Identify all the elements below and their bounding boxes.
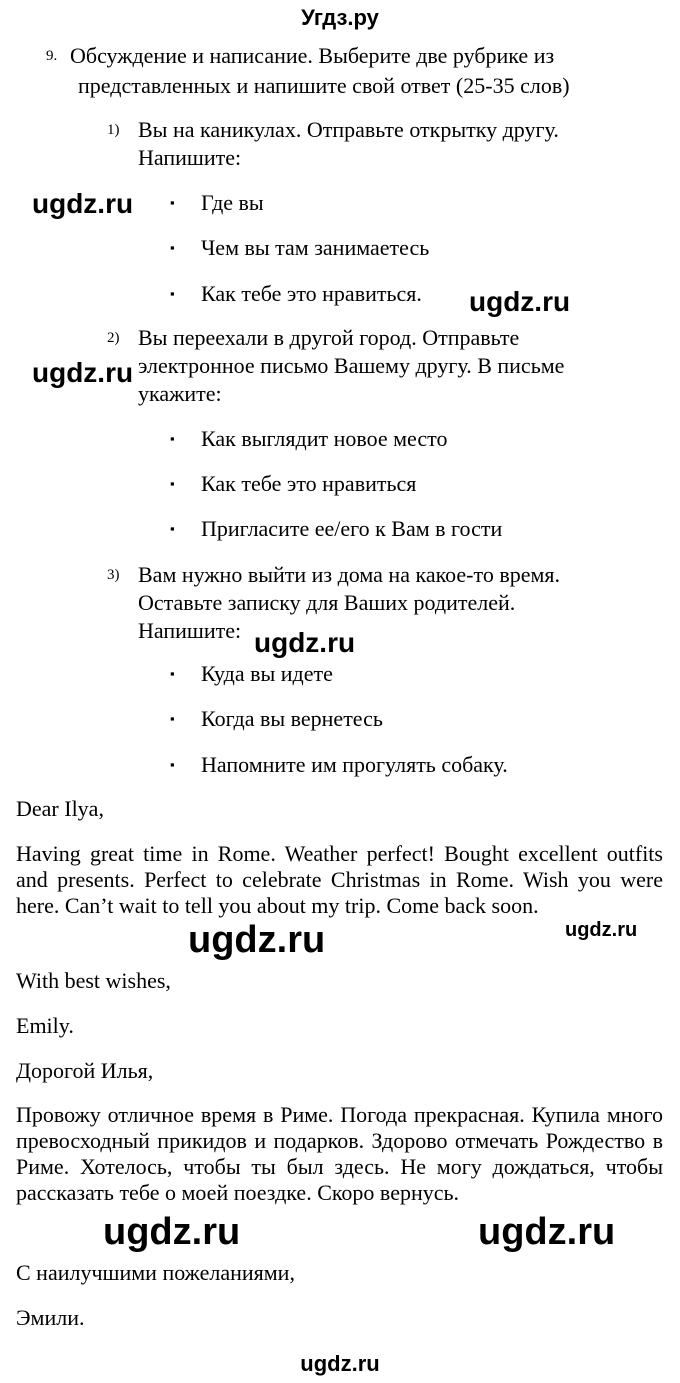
option-2-line-1: Вы переехали в другой город. Отправьте: [138, 325, 520, 350]
option-1-line-2: Напишите:: [138, 145, 242, 170]
task-title-line-1: Обсуждение и написание. Выберите две рубрике из: [70, 43, 555, 68]
option-3-line-2: Оставьте записку для Ваших родителей.: [138, 590, 516, 615]
option-2-line-3: укажите:: [138, 381, 222, 406]
option-1-line-1: Вы на каникулах. Отправьте открытку другу.: [138, 117, 559, 142]
letter-ru-body: Провожу отличное время в Риме. Погода прекрасная. Купила много превосходный прикидов и подарков. Здорово отмечать Рождество в Риме. Хотелось, чтобы ты был здесь. Не могу дождаться, чтобы рассказать тебе о моей поездке. Скоро вернусь.: [16, 1102, 663, 1205]
watermark: ugdz.ru: [188, 919, 326, 961]
option-3-bullet-2: Когда вы вернетесь: [201, 706, 383, 731]
option-2-bullet-2: Как тебе это нравиться: [201, 471, 417, 496]
bullet-marker: ▪: [170, 286, 175, 301]
option-3-line-3: Напишите:: [138, 618, 242, 643]
option-1-bullet-3: Как тебе это нравиться.: [201, 281, 422, 306]
letter-ru-signature: Эмили.: [16, 1305, 85, 1330]
option-1-bullet-2: Чем вы там занимаетесь: [201, 235, 430, 260]
task-number: 9.: [46, 48, 58, 64]
option-2-bullet-1: Как выглядит новое место: [201, 426, 448, 451]
option-3-line-1: Вам нужно выйти из дома на какое-то время.: [138, 562, 561, 587]
option-2-number: 2): [107, 330, 120, 346]
letter-en-greeting: Dear Ilya,: [16, 796, 104, 821]
bullet-marker: ▪: [170, 711, 175, 726]
bullet-marker: ▪: [170, 431, 175, 446]
site-footer: ugdz.ru: [300, 1351, 380, 1376]
option-3-bullet-3: Напомните им прогулять собаку.: [201, 752, 508, 777]
option-3-bullet-1: Куда вы идете: [201, 661, 333, 686]
task-title-line-2: представленных и напишите свой ответ (25-35 слов): [78, 73, 570, 98]
watermark: ugdz.ru: [103, 1211, 241, 1253]
watermark: ugdz.ru: [478, 1211, 616, 1253]
site-header: Угдз.ру: [301, 5, 379, 30]
option-3-number: 3): [107, 567, 120, 583]
bullet-marker: ▪: [170, 757, 175, 772]
option-2-line-2: электронное письмо Вашему другу. В письме: [138, 353, 565, 378]
letter-ru-greeting: Дорогой Илья,: [16, 1058, 154, 1083]
watermark: ugdz.ru: [32, 357, 134, 388]
bullet-marker: ▪: [170, 195, 175, 210]
bullet-marker: ▪: [170, 521, 175, 536]
bullet-marker: ▪: [170, 666, 175, 681]
bullet-marker: ▪: [170, 240, 175, 255]
watermark: ugdz.ru: [32, 188, 134, 219]
option-1-number: 1): [107, 122, 120, 138]
letter-en-body: Having great time in Rome. Weather perfect! Bought excellent outfits and presents. Perfect to celebrate Christmas in Rome. Wish you were here. Can’t wait to tell you about my trip. Come back soon.: [16, 841, 663, 918]
option-2-bullet-3: Пригласите ее/его к Вам в гости: [201, 516, 503, 541]
option-1-bullet-1: Где вы: [201, 190, 264, 215]
watermark: ugdz.ru: [254, 627, 356, 658]
watermark: ugdz.ru: [469, 286, 571, 317]
letter-en-signature: Emily.: [16, 1013, 74, 1038]
watermark: ugdz.ru: [565, 919, 638, 941]
bullet-marker: ▪: [170, 476, 175, 491]
letter-ru-closing: С наилучшими пожеланиями,: [16, 1260, 295, 1285]
letter-en-closing: With best wishes,: [16, 968, 171, 993]
